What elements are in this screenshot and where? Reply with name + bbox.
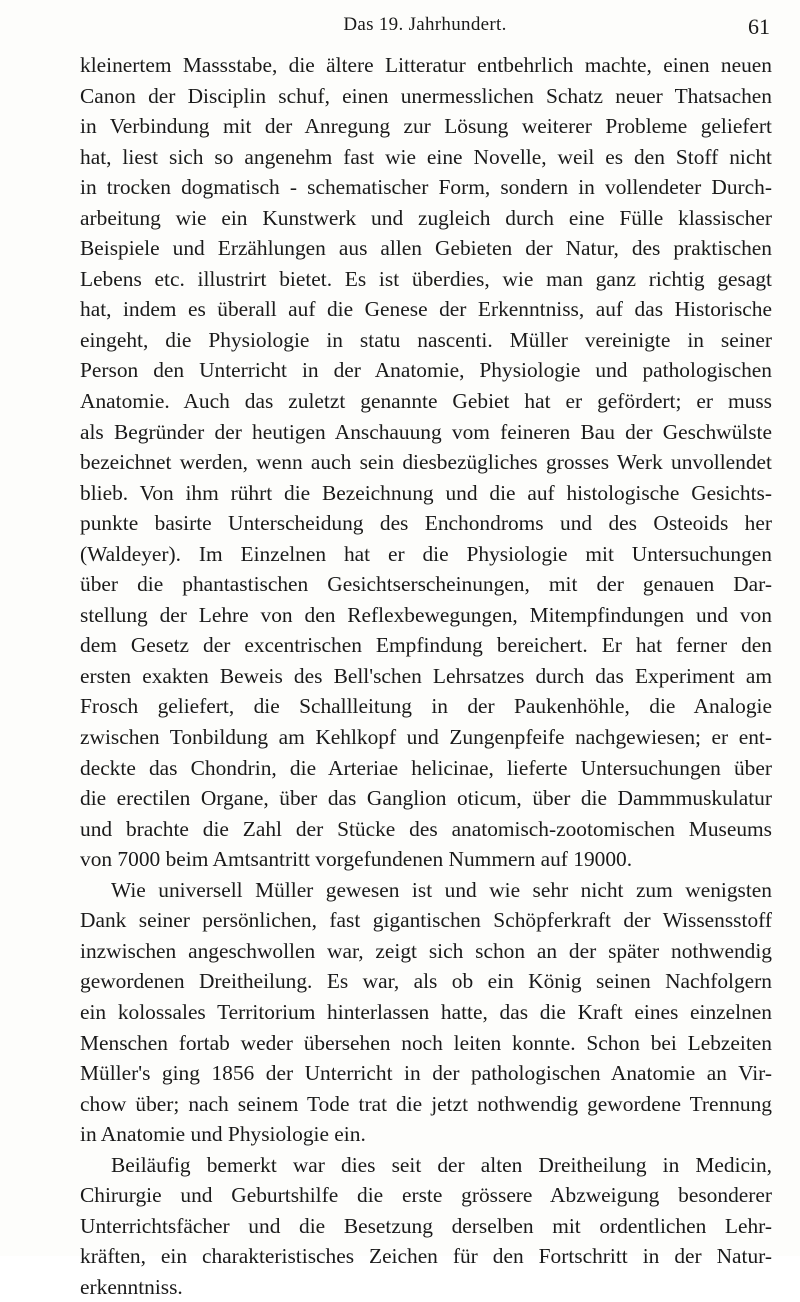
- text-line: hat, liest sich so angenehm fast wie eine Novelle, weil es den Stoff nicht: [80, 144, 772, 169]
- text-line: Lebens etc. illustrirt bietet. Es ist überdies, wie man ganz richtig gesagt: [80, 266, 772, 291]
- text-line: und brachte die Zahl der Stücke des anatomisch-zootomischen Museums: [80, 816, 772, 841]
- text-line: Menschen fortab weder übersehen noch leiten konnte. Schon bei Lebzeiten: [80, 1030, 772, 1055]
- running-title: Das 19. Jahrhundert.: [343, 14, 507, 35]
- text-line: kräften, ein charakteristisches Zeichen für den Fortschritt in der Natur-: [80, 1244, 772, 1269]
- text-line: in trocken dogmatisch - schematischer Form, sondern in vollendeter Durch-: [80, 175, 772, 200]
- page-number: 61: [748, 14, 770, 39]
- text-line: gewordenen Dreitheilung. Es war, als ob ein König seinen Nachfolgern: [80, 969, 772, 994]
- text-line: die erectilen Organe, über das Ganglion oticum, über die Dammmuskulatur: [80, 786, 772, 811]
- text-line: Unterrichtsfächer und die Besetzung derselben mit ordentlichen Lehr-: [80, 1213, 772, 1238]
- text-line: ersten exakten Beweis des Bell'schen Lehrsatzes durch das Experiment am: [80, 663, 772, 688]
- text-line: zwischen Tonbildung am Kehlkopf und Zungenpfeife nachgewiesen; er ent-: [80, 725, 772, 750]
- text-line: in Verbindung mit der Anregung zur Lösung weiterer Probleme geliefert: [80, 114, 772, 139]
- text-line: über die phantastischen Gesichtserscheinungen, mit der genauen Dar-: [80, 572, 772, 597]
- text-line: Frosch geliefert, die Schallleitung in der Paukenhöhle, die Analogie: [80, 694, 772, 719]
- text-line: Person den Unterricht in der Anatomie, Physiologie und pathologischen: [80, 358, 772, 383]
- text-line: stellung der Lehre von den Reflexbewegungen, Mitempfindungen und von: [80, 602, 772, 627]
- text-line: als Begründer der heutigen Anschauung vom feineren Bau der Geschwülste: [80, 419, 772, 444]
- text-line: bezeichnet werden, wenn auch sein diesbezügliches grosses Werk unvollendet: [80, 450, 772, 475]
- body-text: [80, 50, 772, 1302]
- text-line: arbeitung wie ein Kunstwerk und zugleich durch eine Fülle klassischer: [80, 205, 772, 230]
- text-line: eingeht, die Physiologie in statu nascenti. Müller vereinigte in seiner: [80, 327, 772, 352]
- page-header: [80, 14, 770, 44]
- text-line: blieb. Von ihm rührt die Bezeichnung und die auf histologische Gesichts-: [80, 480, 772, 505]
- text-line: Dank seiner persönlichen, fast gigantischen Schöpferkraft der Wissensstoff: [80, 908, 772, 933]
- text-line: deckte das Chondrin, die Arteriae helicinae, lieferte Untersuchungen über: [80, 755, 772, 780]
- text-line: Müller's ging 1856 der Unterricht in der pathologischen Anatomie an Vir-: [80, 1061, 772, 1086]
- text-line: Wie universell Müller gewesen ist und wie sehr nicht zum wenigsten: [111, 877, 772, 902]
- text-line: ein kolossales Territorium hinterlassen hatte, das die Kraft eines einzelnen: [80, 999, 772, 1024]
- text-line: Anatomie. Auch das zuletzt genannte Gebiet hat er gefördert; er muss: [80, 389, 772, 414]
- text-line: Canon der Disciplin schuf, einen unermesslichen Schatz neuer Thatsachen: [80, 83, 772, 108]
- text-line: von 7000 beim Amtsantritt vorgefundenen Nummern auf 19000.: [80, 847, 633, 872]
- text-line: hat, indem es überall auf die Genese der Erkenntniss, auf das Historische: [80, 297, 772, 322]
- text-line: kleinertem Massstabe, die ältere Litteratur entbehrlich machte, einen neuen: [80, 53, 772, 77]
- text-line: inzwischen angeschwollen war, zeigt sich schon an der später nothwendig: [80, 938, 772, 963]
- text-line: erkenntniss.: [80, 1274, 183, 1299]
- text-line: dem Gesetz der excentrischen Empfindung bereichert. Er hat ferner den: [80, 633, 772, 658]
- text-line: Beiläufig bemerkt war dies seit der alten Dreitheilung in Medicin,: [111, 1152, 772, 1177]
- text-line: Beispiele und Erzählungen aus allen Gebieten der Natur, des praktischen: [80, 236, 772, 261]
- text-line: chow über; nach seinem Tode trat die jetzt nothwendig gewordene Trennung: [80, 1091, 772, 1116]
- text-line: in Anatomie und Physiologie ein.: [80, 1122, 366, 1147]
- text-line: Chirurgie und Geburtshilfe die erste grössere Abzweigung besonderer: [80, 1183, 772, 1208]
- text-line: (Waldeyer). Im Einzelnen hat er die Physiologie mit Untersuchungen: [80, 541, 772, 566]
- text-line: punkte basirte Unterscheidung des Enchondroms und des Osteoids her: [80, 511, 772, 536]
